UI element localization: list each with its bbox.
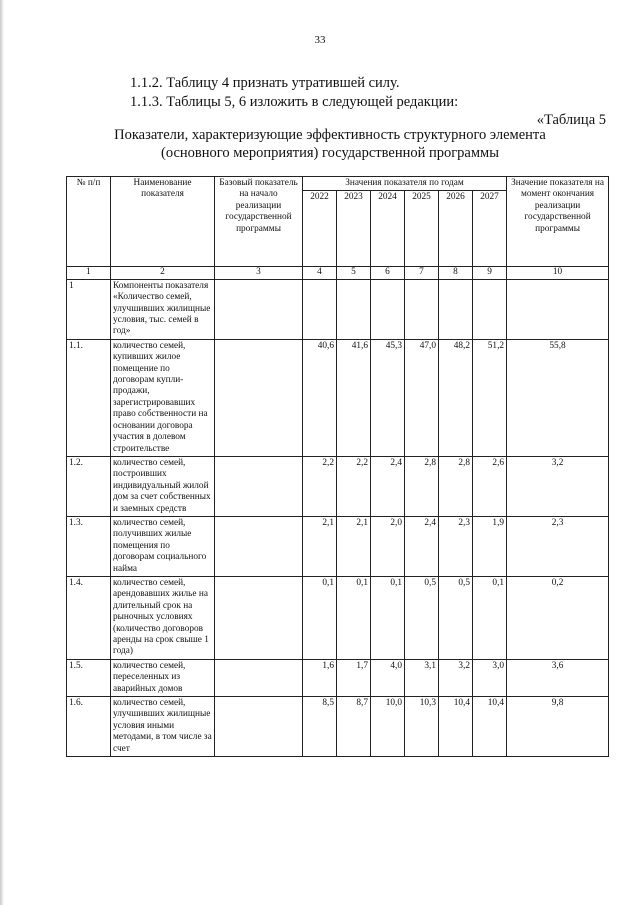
row-num: 1.4. [67,576,111,659]
row-value: 10,3 [405,697,439,757]
row-base [215,659,303,696]
table-row [67,659,609,696]
scan-edge [0,0,4,905]
table-title [60,126,600,162]
col-number: 8 [439,267,473,279]
row-final [507,279,609,339]
row-value: 2,8 [439,456,473,516]
row-final: 0,2 [507,576,609,659]
row-final: 55,8 [507,339,609,456]
row-final: 2,3 [507,516,609,576]
row-value: 3,1 [405,659,439,696]
row-value: 41,6 [337,339,371,456]
row-value: 2,0 [371,516,405,576]
header-year: 2025 [405,191,439,267]
header-year: 2026 [439,191,473,267]
row-value [405,279,439,339]
row-value: 47,0 [405,339,439,456]
row-value: 0,5 [405,576,439,659]
column-numbers-row [67,267,609,279]
row-num: 1.3. [67,516,111,576]
row-value: 10,4 [439,697,473,757]
row-value: 0,1 [303,576,337,659]
row-base [215,339,303,456]
row-value [439,279,473,339]
col-number: 1 [67,267,111,279]
row-final: 3,2 [507,456,609,516]
header-row [67,177,609,191]
row-name: количество семей, улучшивших жилищные условия иными методами, в том числе за счет [111,697,215,757]
table-row [67,456,609,516]
col-number: 2 [111,267,215,279]
row-num: 1 [67,279,111,339]
row-name: количество семей, переселенных из аварийных домов [111,659,215,696]
row-value: 0,5 [439,576,473,659]
header-year: 2023 [337,191,371,267]
header-years-group: Значения показателя по годам [303,177,507,191]
row-value: 8,5 [303,697,337,757]
row-value: 1,9 [473,516,507,576]
row-base [215,279,303,339]
row-base [215,516,303,576]
page-number: 33 [314,34,326,46]
table-row [67,576,609,659]
table-title-line-2: (основного мероприятия) государственной программы [161,145,499,161]
row-value [473,279,507,339]
row-final: 9,8 [507,697,609,757]
row-value: 0,1 [371,576,405,659]
row-value [303,279,337,339]
row-final: 3,6 [507,659,609,696]
row-value [337,279,371,339]
header-year: 2027 [473,191,507,267]
header-year: 2024 [371,191,405,267]
row-value: 2,8 [405,456,439,516]
row-value: 10,0 [371,697,405,757]
header-name: Наименование показателя [111,177,215,267]
row-name: количество семей, построивших индивидуальный жилой дом за счет собственных и заемных средств [111,456,215,516]
table-row [67,339,609,456]
table-label: «Таблица 5 [536,112,606,128]
table-row [67,279,609,339]
row-num: 1.6. [67,697,111,757]
row-value: 2,6 [473,456,507,516]
table-title-line-1: Показатели, характеризующие эффективность структурного элемента [114,127,546,143]
row-value: 2,4 [405,516,439,576]
paragraph-1-1-2: 1.1.2. Таблицу 4 признать утратившей силу. [130,75,400,91]
row-base [215,456,303,516]
table-row [67,697,609,757]
row-base [215,576,303,659]
row-value: 2,1 [303,516,337,576]
row-value: 2,3 [439,516,473,576]
row-value: 1,6 [303,659,337,696]
row-value: 40,6 [303,339,337,456]
row-value: 8,7 [337,697,371,757]
col-number: 6 [371,267,405,279]
row-name: количество семей, арендовавших жилье на длительный срок на рыночных условиях (количество договоров аренды на срок свыше 1 года) [111,576,215,659]
col-number: 7 [405,267,439,279]
row-value [371,279,405,339]
header-num: № п/п [67,177,111,267]
row-name: количество семей, получивших жилые помещения по договорам социального найма [111,516,215,576]
row-value: 10,4 [473,697,507,757]
col-number: 10 [507,267,609,279]
row-num: 1.2. [67,456,111,516]
row-num: 1.5. [67,659,111,696]
row-value: 2,4 [371,456,405,516]
row-value: 48,2 [439,339,473,456]
col-number: 4 [303,267,337,279]
col-number: 5 [337,267,371,279]
row-value: 2,1 [337,516,371,576]
row-name: Компоненты показателя «Количество семей, улучшивших жилищные условия, тыс. семей в год» [111,279,215,339]
paragraph-1-1-3: 1.1.3. Таблицы 5, 6 изложить в следующей редакции: [130,94,459,110]
row-num: 1.1. [67,339,111,456]
row-base [215,697,303,757]
row-value: 3,2 [439,659,473,696]
row-value: 2,2 [337,456,371,516]
row-value: 0,1 [473,576,507,659]
row-value: 51,2 [473,339,507,456]
row-value: 2,2 [303,456,337,516]
header-year: 2022 [303,191,337,267]
row-name: количество семей, купивших жилое помещение по договорам купли-продажи, зарегистрировавших право собственности на основании договора участия в долевом строительстве [111,339,215,456]
table-row [67,516,609,576]
col-number: 9 [473,267,507,279]
indicators-table [66,176,609,757]
header-base: Базовый показатель на начало реализации государственной программы [215,177,303,267]
col-number: 3 [215,267,303,279]
row-value: 1,7 [337,659,371,696]
row-value: 4,0 [371,659,405,696]
header-final: Значение показателя на момент окончания реализации государственной программы [507,177,609,267]
row-value: 45,3 [371,339,405,456]
row-value: 0,1 [337,576,371,659]
row-value: 3,0 [473,659,507,696]
